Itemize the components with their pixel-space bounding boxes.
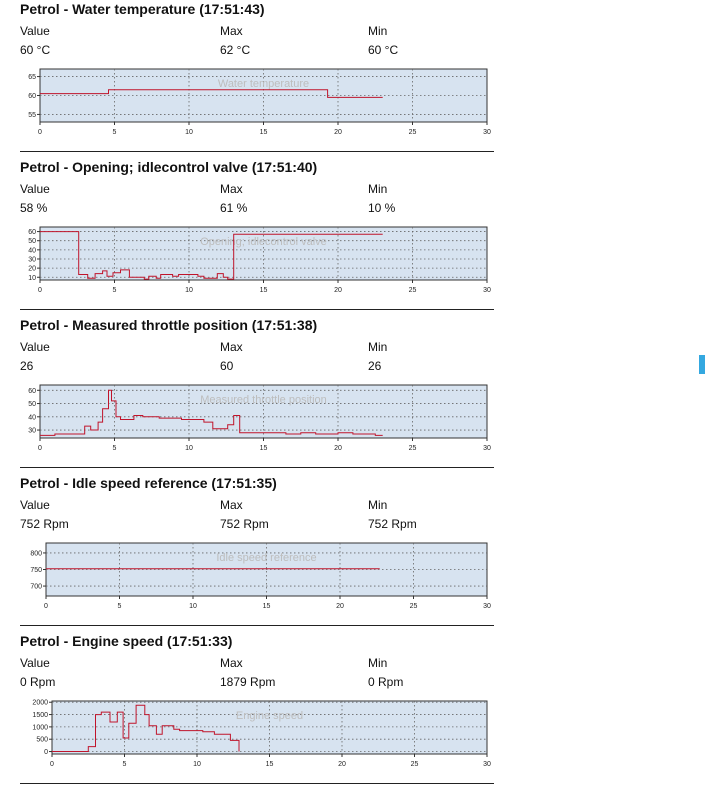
x-tick-label: 0 xyxy=(38,129,42,136)
section-divider xyxy=(20,625,494,626)
value-label: Value xyxy=(20,24,50,38)
idle-speed-reference-chart xyxy=(20,538,494,612)
min-label: Min xyxy=(368,24,388,38)
panel-title: Petrol - Water temperature (17:51:43) xyxy=(20,1,265,17)
y-tick-label: 60 xyxy=(28,93,36,100)
section-divider xyxy=(20,309,494,310)
panel-title: Petrol - Opening; idlecontrol valve (17:51:40) xyxy=(20,159,318,175)
x-tick-label: 15 xyxy=(259,287,268,294)
y-tick-label: 1000 xyxy=(32,724,48,732)
chart-title: Engine speed xyxy=(235,710,304,722)
max-value: 1879 Rpm xyxy=(220,675,276,689)
chart-title: Idle speed reference xyxy=(216,552,317,564)
x-tick-label: 20 xyxy=(336,603,344,610)
x-tick-label: 15 xyxy=(259,129,268,136)
min-value: 26 xyxy=(368,359,382,373)
section-divider xyxy=(20,783,494,784)
panel-throttle-position xyxy=(20,316,494,474)
x-tick-label: 0 xyxy=(50,761,54,768)
y-tick-label: 20 xyxy=(28,265,36,273)
current-value: 0 Rpm xyxy=(20,675,56,689)
y-tick-label: 700 xyxy=(30,583,42,591)
x-tick-label: 20 xyxy=(334,287,342,294)
x-tick-label: 20 xyxy=(338,761,346,768)
y-tick-label: 40 xyxy=(28,414,36,422)
value-label: Value xyxy=(20,498,50,512)
x-tick-label: 5 xyxy=(122,761,127,768)
y-tick-label: 40 xyxy=(28,247,36,255)
max-value: 61 % xyxy=(220,201,248,215)
y-tick-label: 60 xyxy=(28,229,36,237)
y-tick-label: 50 xyxy=(28,238,36,246)
max-label: Max xyxy=(220,24,243,38)
y-tick-label: 50 xyxy=(28,401,36,409)
x-tick-label: 30 xyxy=(483,445,491,452)
max-label: Max xyxy=(220,656,243,670)
x-tick-label: 20 xyxy=(334,445,342,452)
x-tick-label: 10 xyxy=(185,287,193,294)
chart-title: Water temperature xyxy=(217,78,310,90)
min-value: 10 % xyxy=(368,201,396,215)
value-label: Value xyxy=(20,656,50,670)
min-label: Min xyxy=(368,340,388,354)
panel-engine-speed xyxy=(20,632,494,790)
chart-title: Opening; idlecontrol valve xyxy=(200,236,327,248)
x-tick-label: 0 xyxy=(38,445,42,452)
y-tick-label: 1500 xyxy=(32,712,48,720)
idle-control-valve-chart xyxy=(20,222,494,296)
max-value: 62 °C xyxy=(220,43,251,57)
y-tick-label: 30 xyxy=(28,256,36,264)
y-tick-label: 65 xyxy=(28,74,36,82)
throttle-position-chart xyxy=(20,380,494,454)
x-tick-label: 5 xyxy=(112,129,117,136)
x-tick-label: 30 xyxy=(483,129,491,136)
x-tick-label: 25 xyxy=(408,445,417,452)
x-tick-label: 30 xyxy=(483,761,491,768)
value-label: Value xyxy=(20,340,50,354)
current-value: 58 % xyxy=(20,201,48,215)
x-tick-label: 15 xyxy=(265,761,274,768)
y-tick-label: 750 xyxy=(30,567,42,574)
max-label: Max xyxy=(220,182,243,196)
panel-title: Petrol - Idle speed reference (17:51:35) xyxy=(20,475,277,491)
panel-title: Petrol - Measured throttle position (17:51:38) xyxy=(20,317,318,333)
min-label: Min xyxy=(368,656,388,670)
section-divider xyxy=(20,467,494,468)
water-temperature-chart xyxy=(20,64,494,138)
min-label: Min xyxy=(368,498,388,512)
current-value: 26 xyxy=(20,359,34,373)
y-tick-label: 60 xyxy=(28,387,36,395)
x-tick-label: 15 xyxy=(259,445,268,452)
x-tick-label: 25 xyxy=(409,603,418,610)
x-tick-label: 25 xyxy=(410,761,419,768)
y-tick-label: 30 xyxy=(28,427,36,435)
chart-title: Measured throttle position xyxy=(200,394,327,406)
x-tick-label: 5 xyxy=(112,287,117,294)
y-tick-label: 500 xyxy=(36,736,48,744)
max-label: Max xyxy=(220,340,243,354)
max-value: 60 xyxy=(220,359,234,373)
y-tick-label: 10 xyxy=(28,274,36,282)
engine-speed-chart xyxy=(20,696,494,770)
min-value: 0 Rpm xyxy=(368,675,404,689)
y-tick-label: 2000 xyxy=(32,699,48,707)
x-tick-label: 20 xyxy=(334,129,342,136)
x-tick-label: 0 xyxy=(38,287,42,294)
y-tick-label: 55 xyxy=(28,111,36,119)
x-tick-label: 25 xyxy=(408,287,417,294)
x-tick-label: 5 xyxy=(117,603,122,610)
max-label: Max xyxy=(220,498,243,512)
min-label: Min xyxy=(368,182,388,196)
panel-water-temperature xyxy=(20,0,494,158)
x-tick-label: 10 xyxy=(185,445,193,452)
x-tick-label: 10 xyxy=(193,761,201,768)
x-tick-label: 30 xyxy=(483,603,491,610)
min-value: 60 °C xyxy=(368,43,399,57)
scroll-marker xyxy=(699,355,705,374)
x-tick-label: 5 xyxy=(112,445,117,452)
y-tick-label: 800 xyxy=(30,550,42,558)
panel-idle-speed-reference xyxy=(20,474,494,632)
current-value: 752 Rpm xyxy=(20,517,69,531)
x-tick-label: 0 xyxy=(44,603,48,610)
x-tick-label: 30 xyxy=(483,287,491,294)
panel-title: Petrol - Engine speed (17:51:33) xyxy=(20,633,233,649)
min-value: 752 Rpm xyxy=(368,517,417,531)
max-value: 752 Rpm xyxy=(220,517,269,531)
panel-idle-control-valve xyxy=(20,158,494,316)
x-tick-label: 10 xyxy=(185,129,193,136)
section-divider xyxy=(20,151,494,152)
value-label: Value xyxy=(20,182,50,196)
y-tick-label: 0 xyxy=(44,749,48,757)
x-tick-label: 15 xyxy=(262,603,271,610)
x-tick-label: 25 xyxy=(408,129,417,136)
x-tick-label: 10 xyxy=(189,603,197,610)
current-value: 60 °C xyxy=(20,43,51,57)
